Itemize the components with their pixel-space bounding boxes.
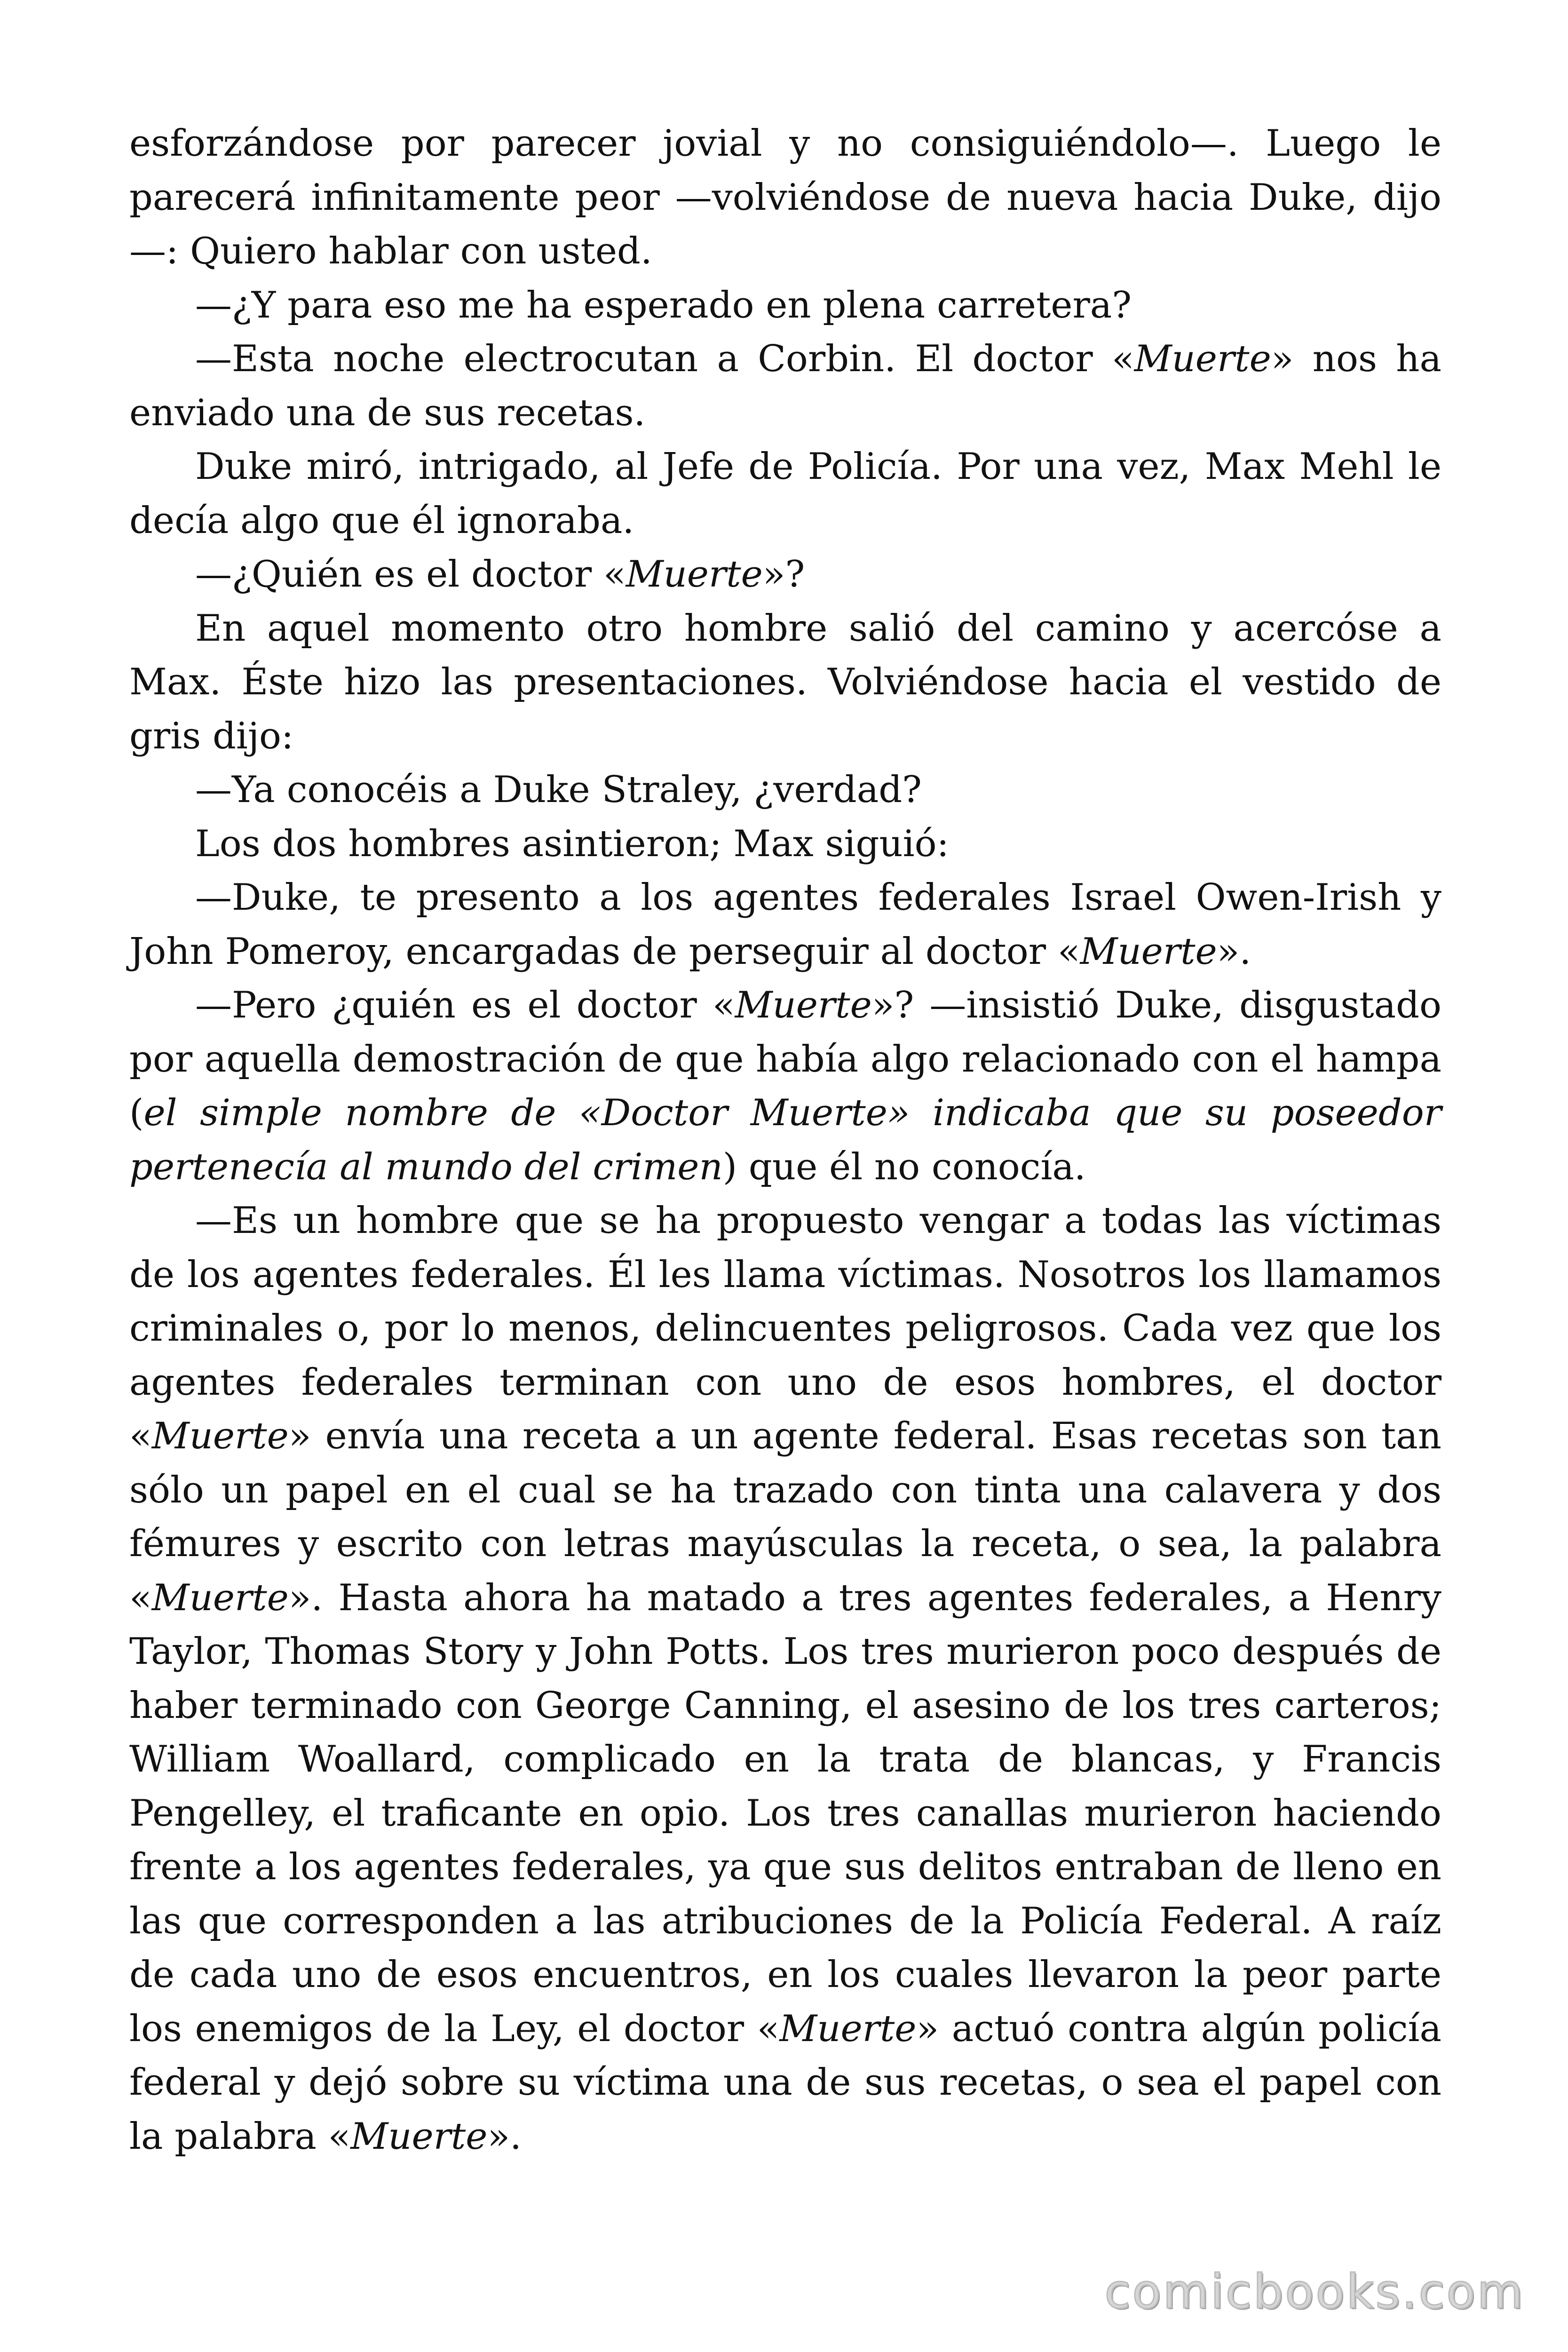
- paragraph: [129, 1194, 1441, 2163]
- text-run: ». Hasta ahora ha matado a tres agentes federales, a Henry Taylor, Thomas Story y John Potts. Los tres murieron poco después de haber terminado con George Canning, el asesino de los tres carteros; William Woallard, complicado en la trata de blancas, y Francis Pengelley, el traficante en opio. Los tres canallas murieron haciendo frente a los agentes federales, ya que sus delitos entraban de lleno en las que corresponden a las atribuciones de la Policía Federal. A raíz de cada uno de esos encuentros, en los cuales llevaron la peor parte los enemigos de la Ley, el doctor «: [129, 1576, 1441, 2050]
- text-run: —Duke, te presento a los agentes federales Israel Owen-Irish y John Pomeroy, encargadas de perseguir al doctor «: [129, 876, 1441, 973]
- paragraph: [129, 278, 1441, 333]
- italic-text: Muerte: [350, 2115, 488, 2158]
- text-run: Los dos hombres asintieron; Max siguió:: [195, 822, 949, 865]
- text-run: —Esta noche electrocutan a Corbin. El doctor «: [195, 338, 1134, 380]
- text-run: »? —insistió Duke, disgustado por aquella demostración de que había algo relacionado con el hampa (: [129, 984, 1441, 1134]
- paragraph: [129, 763, 1441, 817]
- text-run: » nos ha enviado una de sus recetas.: [129, 338, 1441, 434]
- body-text: [129, 117, 1441, 2163]
- paragraph: [129, 602, 1441, 763]
- italic-text: Muerte: [151, 1576, 289, 1619]
- text-run: esforzándose por parecer jovial y no consiguiéndolo—. Luego le parecerá infinitamente peor —volviéndose de nueva hacia Duke, dijo—: Quiero hablar con usted.: [129, 122, 1441, 272]
- text-run: —Es un hombre que se ha propuesto vengar a todas las víctimas de los agentes federales. Él les llama víctimas. Nosotros los llamamos criminales o, por lo menos, delincuentes peligrosos. Cada vez que los agentes federales terminan con uno de esos hombres, el doctor «: [129, 1200, 1441, 1457]
- paragraph: [129, 548, 1441, 602]
- text-run: —Pero ¿quién es el doctor «: [195, 984, 735, 1026]
- text-run: ) que él no conocía.: [722, 1145, 1086, 1188]
- text-run: En aquel momento otro hombre salió del camino y acercóse a Max. Éste hizo las presentaciones. Volviéndose hacia el vestido de gris dijo:: [129, 607, 1441, 757]
- italic-text: Muerte: [151, 1415, 289, 1457]
- paragraph: [129, 817, 1441, 871]
- paragraph: [129, 117, 1441, 278]
- text-run: Duke miró, intrigado, al Jefe de Policía. Por una vez, Max Mehl le decía algo que él ignoraba.: [129, 445, 1441, 542]
- paragraph: [129, 440, 1441, 548]
- italic-text: Muerte: [1080, 930, 1217, 973]
- paragraph: [129, 332, 1441, 440]
- text-run: ».: [487, 2115, 522, 2158]
- watermark-logo: comicbooks.com: [1104, 2264, 1525, 2319]
- text-run: —¿Y para eso me ha esperado en plena carretera?: [195, 284, 1132, 326]
- italic-text: Muerte: [626, 553, 763, 596]
- text-run: » envía una receta a un agente federal. Esas recetas son tan sólo un papel en el cual se ha trazado con tinta una calavera y dos fémures y escrito con letras mayúsculas la receta, o sea, la palabra «: [129, 1415, 1441, 1619]
- text-run: » actuó contra algún policía federal y dejó sobre su víctima una de sus recetas, o sea el papel con la palabra «: [129, 2007, 1442, 2158]
- italic-text: el simple nombre de «Doctor Muerte» indicaba que su poseedor pertenecía al mundo del crimen: [129, 1092, 1441, 1188]
- paragraph: [129, 871, 1441, 978]
- paragraph: [129, 978, 1441, 1194]
- italic-text: Muerte: [735, 984, 872, 1026]
- text-run: —Ya conocéis a Duke Straley, ¿verdad?: [195, 769, 922, 811]
- italic-text: Muerte: [779, 2007, 917, 2050]
- text-run: ».: [1217, 930, 1251, 973]
- text-run: —¿Quién es el doctor «: [195, 553, 626, 596]
- italic-text: Muerte: [1134, 338, 1271, 380]
- text-run: »?: [762, 553, 805, 596]
